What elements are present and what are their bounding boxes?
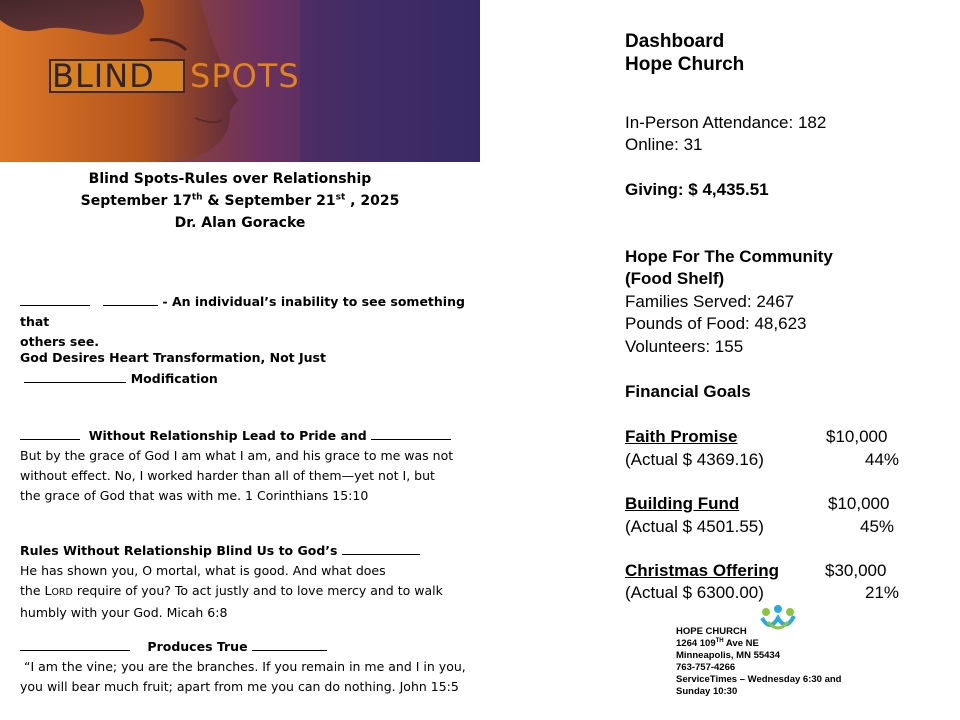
community-title2: (Food Shelf)	[625, 269, 725, 288]
building-fund-actual: (Actual $ 4501.55)	[625, 517, 764, 536]
dashboard-title-line2: Hope Church	[625, 54, 745, 75]
produces-head: Produces True	[147, 639, 248, 654]
online-text: Online: 31	[625, 135, 703, 154]
date-sup1: th	[191, 192, 203, 203]
heart-line1: God Desires Heart Transformation, Not Just	[20, 350, 326, 365]
fill-blank[interactable]	[24, 368, 126, 383]
fill-blank[interactable]	[342, 540, 420, 555]
giving-text: Giving: $ 4,435.51	[625, 180, 769, 199]
christmas-offering-pct: 21%	[865, 583, 900, 602]
verse-line: He has shown you, O mortal, what is good. And what does	[20, 563, 386, 578]
sermon-title-block	[0, 168, 480, 234]
rules-head: Rules Without Relationship Blind Us to God’s	[20, 543, 338, 558]
church-contact	[676, 626, 841, 698]
address-part: 1264 109	[676, 638, 716, 649]
verse-line: “I am the vine; you are the branches. If you remain in me and I in you,	[23, 659, 466, 674]
pride-head: Without Relationship Lead to Pride and	[88, 428, 367, 443]
verse-line: humbly with your God. Micah 6:8	[20, 605, 228, 620]
definition-cont: others see.	[20, 334, 100, 349]
verse-line: But by the grace of God I am what I am, and his grace to me was not	[20, 448, 454, 463]
families-text: Families Served: 2467	[625, 292, 795, 311]
definition-text: - An individual’s inability to see something that	[20, 294, 465, 329]
verse-line: without effect. No, I worked harder than all of them—yet not I, but	[20, 468, 435, 483]
church-phone: 763-757-4266	[676, 662, 736, 673]
faith-promise-pct: 44%	[865, 450, 900, 469]
date-part2: & September 21	[202, 193, 336, 209]
christmas-offering-label: Christmas Offering	[625, 561, 779, 580]
community-title1: Hope For The Community	[625, 247, 833, 266]
fill-blank[interactable]	[20, 291, 90, 306]
fill-blank[interactable]	[252, 636, 327, 651]
verse-line: you will bear much fruit; apart from me you can do nothing. John 15:5	[20, 679, 459, 694]
address-sup: TH	[715, 637, 724, 644]
fill-blank[interactable]	[20, 425, 80, 440]
faith-promise-goal: $10,000	[826, 427, 888, 446]
fill-blank[interactable]	[103, 291, 158, 306]
verse-part: require of you? To act justly and to love mercy and to walk	[72, 583, 443, 598]
note-heart	[20, 348, 485, 389]
pounds-text: Pounds of Food: 48,623	[625, 314, 807, 333]
address-part: Ave NE	[723, 638, 759, 649]
dashboard-title-line1: Dashboard	[625, 31, 725, 52]
heart-line2: Modification	[130, 371, 218, 386]
date-sup2: st	[335, 192, 346, 203]
building-fund-goal: $10,000	[828, 494, 890, 513]
sermon-title: Blind Spots-Rules over Relationship	[88, 171, 372, 187]
faith-promise-label: Faith Promise	[625, 427, 738, 446]
note-rules	[20, 540, 485, 623]
christmas-offering-actual: (Actual $ 6300.00)	[625, 583, 764, 602]
financial-goals-title: Financial Goals	[625, 382, 751, 401]
christmas-offering-goal: $30,000	[825, 561, 887, 580]
building-fund-label: Building Fund	[625, 494, 740, 513]
church-name: HOPE CHURCH	[676, 626, 747, 637]
logo-word-blind: BLIND	[52, 57, 155, 95]
dashboard-title	[625, 30, 744, 76]
volunteers-text: Volunteers: 155	[625, 337, 744, 356]
verse-line: the grace of God that was with me. 1 Corinthians 15:10	[20, 488, 369, 503]
note-definition	[20, 291, 485, 352]
fill-blank[interactable]	[20, 636, 130, 651]
date-part3: , 2025	[345, 193, 400, 209]
logo-word-spots: SPOTS	[190, 57, 300, 95]
small-caps-lord: ORD	[51, 587, 73, 598]
date-part1: September 17	[80, 193, 192, 209]
building-fund-pct: 45%	[860, 517, 895, 536]
sermon-banner	[0, 0, 480, 162]
verse-part: the L	[20, 583, 52, 598]
verse-line	[20, 581, 485, 603]
church-address2: Minneapolis, MN 55434	[676, 650, 781, 661]
fill-blank[interactable]	[371, 425, 451, 440]
service-times-line2: Sunday 10:30	[676, 686, 738, 697]
sermon-dates	[0, 190, 480, 212]
faith-promise-actual: (Actual $ 4369.16)	[625, 450, 764, 469]
sermon-speaker: Dr. Alan Goracke	[174, 215, 306, 231]
attendance-text: In-Person Attendance: 182	[625, 113, 827, 132]
church-address1	[676, 638, 841, 650]
service-times-line1: ServiceTimes – Wednesday 6:30 and	[676, 674, 842, 685]
note-pride	[20, 425, 485, 506]
note-produces	[20, 636, 485, 697]
